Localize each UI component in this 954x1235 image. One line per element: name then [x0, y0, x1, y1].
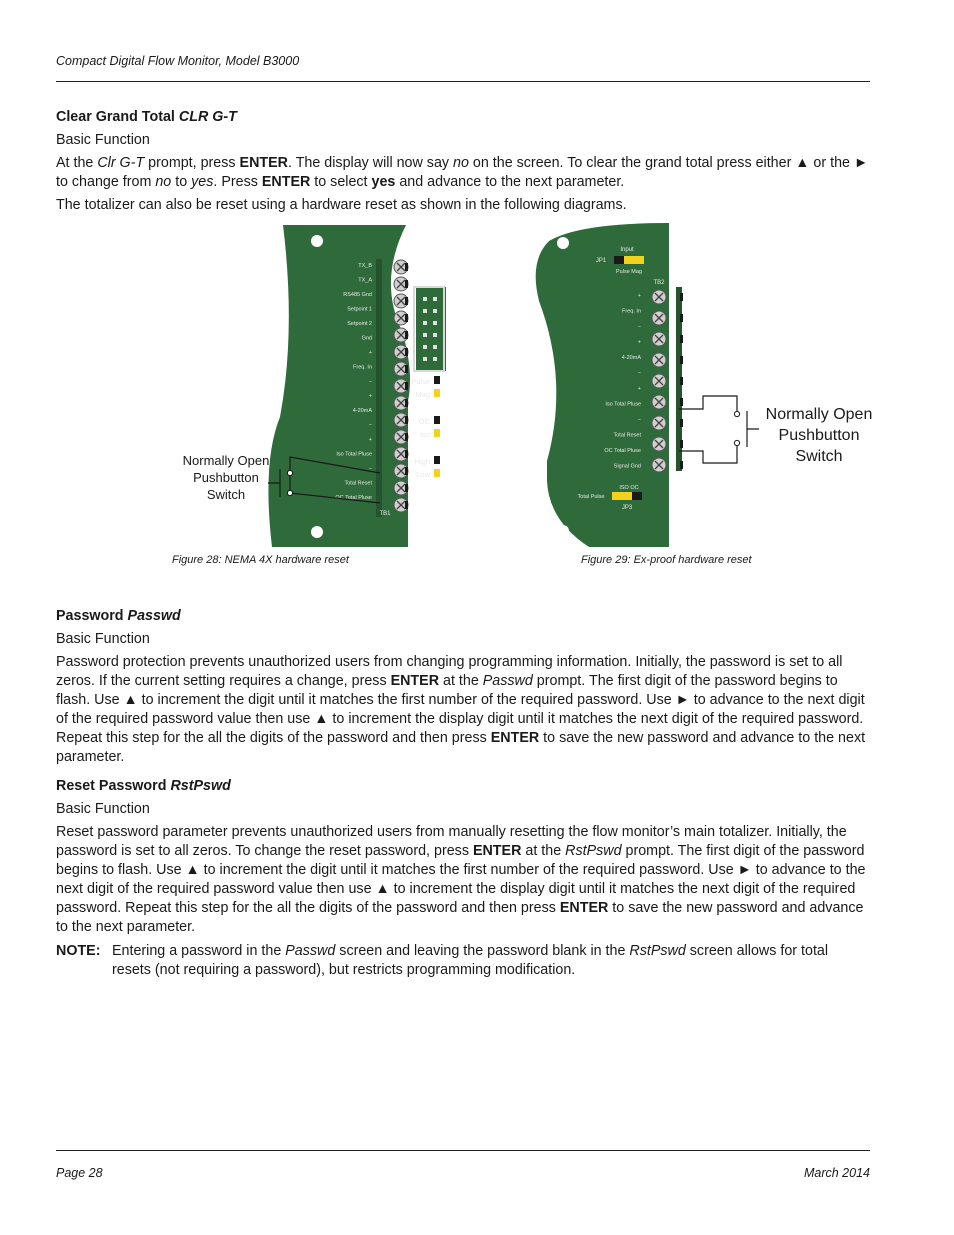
terminal-tab [680, 398, 683, 406]
terminal-screw [652, 374, 666, 388]
terminal-label: Signal Gnd [613, 463, 641, 470]
terminal-tab [405, 467, 408, 475]
terminal-label: TX_B [358, 263, 372, 269]
connector-pin [433, 333, 437, 337]
terminal-label: Total Reset [344, 480, 372, 487]
terminal-tab [405, 297, 408, 305]
reset-password-paragraph: Reset password parameter prevents unauthorized users from manually resetting the flow monitor’s main totalizer. Initially, the password is set to all zeros. To change the reset password, press ENTER at the RstPswd prompt. The first digit of the password begins to flash. Use ▲ to increment the digit until it matches the first number of the required password. Use ► to advance to the next digit of the required password value then use ▲ to increment the display digit until it matches the next digit of the required password. Repeat this step for the all the digits of the password and then press ENTER to save the new password and advance to the next parameter. [56, 824, 866, 935]
board-mount-hole [311, 235, 323, 247]
password-heading: Password Passwd [56, 608, 181, 624]
terminal-label: − [368, 466, 372, 472]
jumper-pin [434, 376, 440, 384]
terminal-label: Gnd [361, 335, 372, 342]
tb1-label: TB1 [379, 511, 391, 517]
terminal-tab [405, 416, 408, 424]
terminal-tab [405, 484, 408, 492]
terminal-tab [405, 331, 408, 339]
switch-contact [734, 440, 739, 445]
jumper-label: OC [418, 417, 430, 426]
terminal-label: TX_A [358, 277, 372, 284]
board-mount-hole [557, 237, 569, 249]
password-paragraph: Password protection prevents unauthorized users from changing programming information. Initially, the password is set to all zeros. If the current setting requires a change, press ENTER at the Passwd prompt. The first digit of the password begins to flash. Use ▲ to increment the digit until it matches the first number of the required password. Use ► to advance to the next digit of the required password value then use ▲ to increment the display digit until it matches the next digit of the required password. Repeat this step for the all the digits of the password and then press ENTER to save the new password and advance to the next parameter. [56, 654, 866, 765]
jp3-label: JP3 [621, 505, 633, 511]
jp3-left-label: Total Pulse [577, 494, 605, 500]
terminal-label: + [637, 386, 641, 392]
terminal-label: Setpoint 2 [347, 321, 372, 327]
connector-pin [423, 345, 427, 349]
terminal-label: + [637, 293, 641, 299]
switch-label-line2: Pushbutton [778, 427, 860, 444]
terminal-tab [405, 348, 408, 356]
footer-rule [56, 1150, 870, 1151]
terminal-label: − [368, 422, 372, 429]
jp1-jumper-cap [614, 256, 624, 264]
connector-pin [423, 357, 427, 361]
terminal-label: 4-20mA [352, 408, 372, 414]
terminal-tab [405, 433, 408, 441]
reset-password-heading: Reset Password RstPswd [56, 778, 231, 794]
terminal-screw [652, 353, 666, 367]
terminal-label: Freq. In [353, 364, 372, 371]
terminal-label: Iso Total Pluse [605, 401, 641, 408]
figure-29-caption: Figure 29: Ex-proof hardware reset [581, 554, 752, 566]
terminal-tab [680, 314, 683, 322]
connector-pin [433, 297, 437, 301]
figure-28-caption: Figure 28: NEMA 4X hardware reset [172, 554, 349, 566]
footer-date: March 2014 [803, 1166, 870, 1180]
jp1-label: JP1 [595, 258, 607, 264]
running-header: Compact Digital Flow Monitor, Model B3000 [56, 54, 300, 68]
jumper-label: Low [416, 470, 430, 479]
terminal-label: − [637, 324, 641, 330]
terminal-tab [680, 356, 683, 364]
terminal-tab [405, 501, 408, 509]
switch-actuator [747, 411, 759, 447]
terminal-label: Iso Total Pluse [336, 451, 372, 458]
input-label: Input [620, 247, 634, 253]
terminal-tab [680, 461, 683, 469]
header-connector [416, 287, 446, 371]
terminal-screw [652, 458, 666, 472]
note-block [56, 942, 870, 980]
terminal-label: 4-20mA [621, 355, 641, 361]
terminal-screw [652, 290, 666, 304]
terminal-screw [652, 416, 666, 430]
board-mount-hole [311, 526, 323, 538]
terminal-tab [405, 365, 408, 373]
page-number: Page 28 [56, 1166, 103, 1180]
connector-pin [433, 321, 437, 325]
terminal-label: Setpoint 1 [347, 306, 372, 313]
terminal-tab [405, 382, 408, 390]
jumper-pin [434, 456, 440, 464]
jp3-jumper-cap [632, 492, 642, 500]
jumper-pin [434, 429, 440, 437]
tb2-label: TB2 [653, 280, 665, 286]
terminal-label: + [637, 339, 641, 346]
clear-total-paragraph: At the Clr G-T prompt, press ENTER. The display will now say no on the screen. To clear the grand total press either ▲ or the ► to change from no to yes. Press ENTER to select yes and advance to the next parameter. [56, 155, 869, 190]
switch-label-line1: Normally Open [765, 406, 873, 423]
connector-pin [433, 357, 437, 361]
switch-label-line1: Normally Open [182, 453, 270, 468]
note-label: NOTE: [56, 943, 101, 959]
connector-pin [433, 345, 437, 349]
terminal-label: OC Total Pluse [604, 448, 641, 454]
password-subheading: Basic Function [56, 631, 150, 647]
terminal-label: − [637, 417, 641, 423]
figures-row [56, 221, 873, 585]
jumper-label: Pulse [411, 377, 430, 386]
reset-wire-upper [679, 396, 737, 411]
tb1-terminal-block [376, 259, 382, 517]
terminal-label: − [637, 370, 641, 377]
switch-contact [287, 470, 292, 475]
terminal-label: + [368, 437, 372, 443]
terminal-tab [680, 335, 683, 343]
page-content [56, 108, 873, 980]
terminal-screw [652, 332, 666, 346]
terminal-label: Freq. In [622, 308, 641, 315]
jumper-label: Mag [415, 390, 430, 399]
note-text: Entering a password in the Passwd screen and leaving the password blank in the RstPswd screen allows for total resets (not requiring a password), but restricts programming modification. [112, 943, 829, 978]
connector-pin [423, 333, 427, 337]
jumper-pin [434, 416, 440, 424]
figure-28-diagram [118, 221, 430, 551]
connector-pin [423, 321, 427, 325]
terminal-tab [405, 280, 408, 288]
reset-wire-lower [679, 446, 737, 463]
switch-label-line3: Switch [795, 448, 843, 465]
terminal-tab [680, 440, 683, 448]
clear-total-hardware-note: The totalizer can also be reset using a hardware reset as shown in the following diagrams. [56, 197, 627, 213]
switch-contact [734, 411, 739, 416]
jumper-pin [434, 469, 440, 477]
terminal-tab [405, 450, 408, 458]
terminal-screw [652, 311, 666, 325]
terminal-tab [680, 419, 683, 427]
connector-pin [433, 309, 437, 313]
terminal-tab [405, 263, 408, 271]
figure-29-diagram [519, 221, 873, 551]
switch-contact [287, 490, 292, 495]
board-mount-hole [557, 525, 569, 537]
switch-label-line2: Pushbutton [193, 470, 259, 485]
header-rule [56, 81, 870, 82]
clear-total-subheading: Basic Function [56, 132, 150, 148]
terminal-tab [405, 314, 408, 322]
terminal-tab [680, 293, 683, 301]
switch-label-line3: Switch [206, 487, 246, 502]
terminal-label: OC Total Pluse [335, 495, 372, 501]
terminal-label: RS485 Gnd [343, 292, 372, 298]
reset-password-subheading: Basic Function [56, 801, 150, 817]
connector-pin [423, 297, 427, 301]
clear-total-heading: Clear Grand Total CLR G-T [56, 109, 237, 125]
terminal-label: + [368, 350, 372, 356]
terminal-screw [652, 437, 666, 451]
terminal-label: + [368, 393, 372, 400]
terminal-label: Total Reset [613, 432, 641, 439]
connector-pin [423, 309, 427, 313]
jp1-sublabel: Pulse Mag [616, 269, 642, 275]
jumper-pin [434, 389, 440, 397]
terminal-screw [652, 395, 666, 409]
jumper-label: Iso [419, 430, 430, 439]
jumper-label: High [414, 457, 430, 466]
terminal-tab [405, 399, 408, 407]
terminal-tab [680, 377, 683, 385]
terminal-label: − [368, 379, 372, 385]
jp3-top-label: ISO OC [619, 485, 639, 491]
